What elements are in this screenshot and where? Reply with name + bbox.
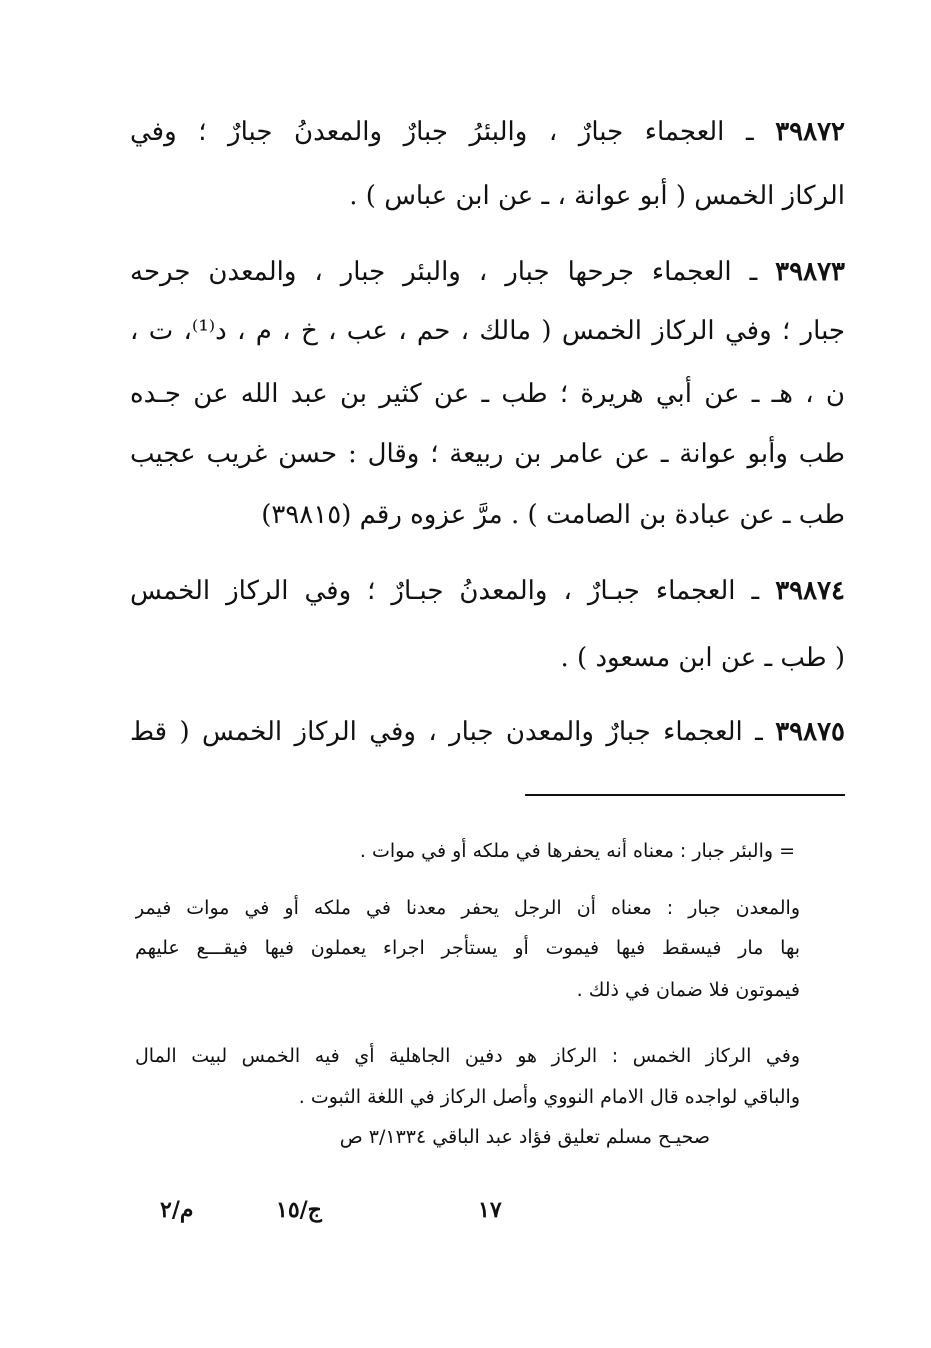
footnote-source-line: صحيـح مسلم تعليق فؤاد عبد الباقي ٣/١٣٣٤ ص: [339, 1126, 710, 1148]
entry-39872-line-2: الركاز الخمس ( أبو عوانة ، ـ عن ابن عباس ) .: [349, 181, 845, 211]
entry-39874-line-2: ( طب ـ عن ابن مسعود ) .: [560, 643, 845, 673]
entry-39873-line-5: طب ـ عن عبادة بن الصامت ) . مرَّ عزوه رقم (٣٩٨١٥): [261, 500, 845, 530]
footnote-line-6: والباقي لواجده قال الامام النووي وأصل الركاز في اللغة الثبوت .: [298, 1086, 800, 1108]
entry-39873-line-4: طب وأبو عوانة ـ عن عامر بن ربيعة ؛ وقال : حسن غريب عجيب: [130, 439, 845, 469]
entry-39874-line-1: ٣٩٨٧٤ ـ العجماء جبـارٌ ، والمعدنُ جبـارٌ ؛ وفي الركاز الخمس: [130, 576, 845, 606]
entry-39873-line-1: ٣٩٨٧٣ ـ العجماء جرحها جبار ، والبئر جبار ، والمعدن جرحه: [130, 257, 845, 287]
volume-marker: ج/١٥: [276, 1197, 322, 1223]
footnote-line-3: بها مار فيسقط فيها فيموت أو يستأجر اجراء يعملون فيها فيقـــع عليهم: [135, 937, 800, 959]
hadith-text: العجماء جبارٌ والمعدن جبار ، وفي الركاز الخمس ( قط: [130, 717, 743, 747]
footnote-divider: [525, 794, 845, 796]
footnote-line-5: وفي الركاز الخمس : الركاز هو دفين الجاهلية أي فيه الخمس لبيت المال: [135, 1045, 800, 1067]
hadith-text: العجماء جبـارٌ ، والمعدنُ جبـارٌ ؛ وفي الركاز الخمس: [130, 576, 736, 606]
entry-number: ٣٩٨٧٢: [775, 117, 845, 147]
entry-39872-line-1: ٣٩٨٧٢ ـ العجماء جبارٌ ، والبئرُ جبارٌ والمعدنُ جبارٌ ؛ وفي: [130, 117, 845, 147]
hadith-text: العجماء جبارٌ ، والبئرُ جبارٌ والمعدنُ جبارٌ ؛ وفي: [130, 117, 725, 147]
entry-number: ٣٩٨٧٤: [775, 576, 845, 606]
sheet-marker: م/٢: [160, 1197, 194, 1223]
entry-number: ٣٩٨٧٣: [775, 257, 845, 287]
footnote-line-2: والمعدن جبار : معناه أن الرجل يحفر معدنا في ملكه أو في موات فيمر: [135, 897, 800, 919]
entry-39873-line-3: ن ، هـ ـ عن أبي هريرة ؛ طب ـ عن كثير بن عبد الله عن جـده: [130, 379, 845, 409]
hadith-text: العجماء جرحها جبار ، والبئر جبار ، والمعدن جرحه: [130, 257, 732, 287]
footnote-line-1: = والبئر جبار : معناه أنه يحفرها في ملكه أو في موات .: [359, 840, 795, 862]
entry-39875-line-1: ٣٩٨٧٥ ـ العجماء جبارٌ والمعدن جبار ، وفي الركاز الخمس ( قط: [130, 717, 845, 747]
footnote-line-4: فيموتون فلا ضمان في ذلك .: [576, 979, 800, 1001]
entry-number: ٣٩٨٧٥: [775, 717, 845, 747]
entry-39873-line-2: جبار ؛ وفي الركاز الخمس ( مالك ، حم ، عب ، خ ، م ، د⁽¹⁾، ت ،: [130, 316, 845, 346]
page-number: ١٧: [478, 1197, 502, 1223]
